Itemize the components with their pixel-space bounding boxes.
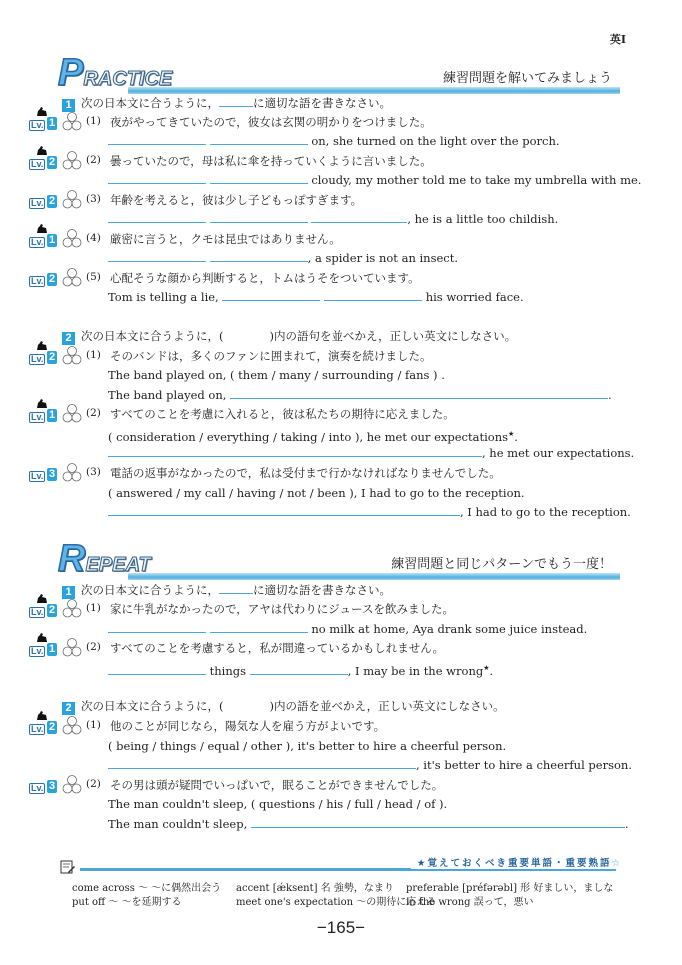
english-answer-line — [108, 211, 558, 227]
english-answer-line — [108, 504, 631, 520]
instruction-text: )内の語を並べかえ，正しい英文にしなさい。 — [269, 699, 505, 713]
star-icon: ★ — [416, 858, 428, 869]
english-text: The man couldn't sleep, — [108, 817, 248, 831]
dog-icon — [36, 594, 48, 604]
instruction-text: 次の日本文に合うように，( — [81, 699, 224, 713]
title-rest: RACTICE — [83, 68, 173, 90]
item-number: (1) — [86, 602, 101, 614]
english-text: , he met our expectations. — [482, 446, 635, 460]
question-number-badge: 1 — [62, 586, 75, 599]
item-number: (1) — [86, 115, 101, 127]
english-answer-line — [108, 289, 524, 305]
hexagon-icon — [61, 599, 83, 619]
japanese-sentence: 他のことが同じなら，陽気な人を雇う方がよいです。 — [110, 719, 386, 733]
english-text: The band played on, — [108, 388, 227, 402]
word-scramble: ( being / things / equal / other ), it's better to hire a cheerful person. — [108, 739, 507, 753]
page-number: −165− — [316, 918, 366, 937]
lv-label: Lv. — [31, 198, 44, 208]
english-text: things — [209, 663, 247, 678]
hexagon-icon — [61, 775, 83, 795]
lv-label: Lv. — [31, 724, 44, 734]
english-text: , I may be in the wrong — [347, 663, 484, 678]
dog-icon — [36, 224, 48, 234]
japanese-sentence: 電話の返事がなかったので，私は受付まで行かなければなりませんでした。 — [110, 466, 501, 480]
blank-sample — [219, 96, 253, 107]
answer-blank[interactable] — [108, 211, 206, 223]
english-text: no milk at home, Aya drank some juice instead. — [311, 622, 588, 636]
lv-label: Lv. — [31, 237, 44, 247]
practice-title — [58, 52, 173, 94]
item-number: (1) — [86, 719, 101, 731]
word-scramble: ( answered / my call / having / not / been ), I had to go to the reception. — [108, 486, 525, 500]
hexagon-icon — [61, 151, 83, 171]
hexagon-icon — [61, 716, 83, 736]
lv-label: Lv. — [31, 607, 44, 617]
dog-icon — [36, 146, 48, 156]
level-number: 2 — [48, 156, 56, 168]
dog-icon — [36, 711, 48, 721]
star-outline-icon: ☆ — [611, 858, 622, 869]
level-number: 2 — [48, 351, 56, 363]
vocab-entry: accent [ǽksent] 名 強勢，なまり — [236, 883, 394, 894]
japanese-sentence: 家に牛乳がなかったので，アヤは代わりにジュースを飲みました。 — [110, 602, 454, 616]
title-initial: R — [58, 538, 86, 580]
english-text: cloudy, my mother told me to take my umbrella with me. — [311, 173, 642, 187]
item-number: (2) — [86, 778, 101, 790]
instruction-text: 次の日本文に合うように， — [81, 96, 219, 110]
answer-blank[interactable] — [108, 250, 206, 262]
subject-label: 英Ⅰ — [609, 33, 626, 46]
repeat-title — [58, 538, 151, 580]
star-icon: ★ — [508, 430, 515, 438]
answer-blank[interactable] — [210, 133, 308, 145]
answer-blank[interactable] — [108, 504, 460, 516]
vocab-entry: in the wrong 誤って，悪い — [406, 897, 534, 908]
instruction-text: 次の日本文に合うように，( — [81, 329, 224, 343]
practice-section-header — [58, 52, 620, 94]
answer-blank[interactable] — [210, 172, 308, 184]
notepad-pencil-icon — [60, 859, 76, 875]
title-initial: P — [58, 52, 84, 94]
answer-blank[interactable] — [108, 172, 206, 184]
level-number: 2 — [48, 604, 56, 616]
vocab-title-text: 覚えておくべき重要単語・重要熟語 — [427, 858, 612, 869]
vocab-entry: meet one's expectation ～の期待に応える — [236, 897, 437, 908]
vocab-entry: put off ～ ～を延期する — [72, 897, 182, 908]
instruction-text: に適切な語を書きなさい。 — [253, 583, 391, 597]
answer-blank[interactable] — [230, 387, 608, 399]
english-text: , he is a little too childish. — [407, 212, 559, 226]
level-number: 2 — [48, 195, 56, 207]
vocab-entry: come across ～ ～に偶然出会う — [72, 883, 222, 894]
english-answer-line — [108, 172, 641, 188]
item-number: (2) — [86, 641, 101, 653]
dog-icon — [36, 399, 48, 409]
answer-blank[interactable] — [210, 621, 308, 633]
word-scramble: The band played on, ( them / many / surrounding / fans ) . — [108, 368, 445, 382]
hexagon-icon — [61, 638, 83, 658]
vocab-entry: preferable [préfərəbl] 形 好ましい，ましな — [406, 883, 614, 894]
practice-subtitle: 練習問題を解いてみましょう — [442, 71, 612, 86]
hexagon-icon — [61, 404, 83, 424]
answer-blank[interactable] — [210, 211, 308, 223]
hexagon-icon — [61, 346, 83, 366]
english-answer-line — [108, 660, 493, 679]
repeat-q1-instruction — [62, 582, 391, 599]
answer-blank[interactable] — [251, 816, 625, 828]
lv-label: Lv. — [31, 471, 44, 481]
lv-label: Lv. — [31, 120, 44, 130]
level-number: 1 — [48, 643, 56, 655]
dog-icon — [36, 633, 48, 643]
word-scramble: The man couldn't sleep, ( questions / his / full / head / of ). — [108, 797, 448, 811]
section-divider-bar — [128, 573, 620, 580]
answer-blank[interactable] — [108, 757, 416, 769]
english-text: . — [624, 817, 629, 831]
english-answer-line — [108, 816, 629, 832]
item-number: (4) — [86, 232, 101, 244]
item-number: (2) — [86, 154, 101, 166]
section-divider-bar — [128, 87, 620, 94]
level-number: 1 — [48, 234, 56, 246]
english-text: , I had to go to the reception. — [460, 505, 631, 519]
title-rest: EPEAT — [85, 554, 151, 576]
instruction-text: )内の語句を並べかえ，正しい英文にしなさい。 — [269, 329, 517, 343]
lv-label: Lv. — [31, 159, 44, 169]
level-number: 1 — [48, 117, 56, 129]
japanese-sentence: すべてのことを考慮に入れると，彼は私たちの期待に応えました。 — [110, 407, 455, 421]
level-number: 2 — [48, 721, 56, 733]
answer-blank[interactable] — [250, 663, 348, 675]
lv-label: Lv. — [31, 354, 44, 364]
english-answer-line — [108, 133, 560, 149]
answer-blank[interactable] — [108, 621, 206, 633]
hexagon-icon — [61, 112, 83, 132]
answer-blank[interactable] — [108, 445, 482, 457]
question-number-badge: 1 — [62, 99, 75, 112]
dog-icon — [36, 341, 48, 351]
item-number: (3) — [86, 466, 101, 478]
repeat-section-header — [58, 538, 620, 580]
hexagon-icon — [61, 229, 83, 249]
japanese-sentence: 夜がやってきていたので，彼女は玄関の明かりをつけました。 — [110, 115, 432, 129]
english-text: ( consideration / everything / taking / into ), he met our expectations — [108, 429, 508, 444]
item-number: (5) — [86, 271, 101, 283]
lv-label: Lv. — [31, 276, 44, 286]
english-answer-line — [108, 445, 634, 461]
english-text: . — [608, 388, 612, 402]
japanese-sentence: 厳密に言うと，クモは昆虫ではありません。 — [110, 232, 341, 246]
blank-sample — [219, 583, 253, 594]
practice-q1-instruction — [62, 95, 391, 112]
english-text: , it's better to hire a cheerful person. — [416, 758, 632, 772]
english-text: . — [514, 429, 518, 444]
japanese-sentence: その男は頭が疑問でいっぱいで，眠ることができませんでした。 — [110, 778, 444, 792]
english-text: his worried face. — [425, 290, 524, 304]
answer-blank[interactable] — [222, 289, 320, 301]
lv-label: Lv. — [31, 646, 44, 656]
vocab-title — [411, 855, 622, 869]
english-text: , a spider is not an insect. — [307, 251, 459, 265]
english-text: Tom is telling a lie, — [108, 290, 219, 304]
practice-q2-instruction — [62, 328, 516, 345]
hexagon-icon — [61, 268, 83, 288]
lv-label: Lv. — [31, 412, 44, 422]
level-number: 2 — [48, 273, 56, 285]
question-number-badge: 2 — [62, 702, 75, 715]
level-number: 3 — [48, 468, 56, 480]
english-text: . — [489, 663, 494, 678]
japanese-sentence: 心配そうな顔から判断すると，トムはうそをついています。 — [110, 271, 420, 285]
word-scramble — [108, 426, 518, 445]
level-number: 3 — [48, 780, 56, 792]
answer-blank[interactable] — [108, 133, 206, 145]
japanese-sentence: すべてのことを考慮すると，私が間違っているかもしれません。 — [110, 641, 444, 655]
repeat-q2-instruction — [62, 698, 505, 715]
instruction-text: に適切な語を書きなさい。 — [253, 96, 391, 110]
vocab-header — [58, 855, 624, 877]
item-number: (3) — [86, 193, 101, 205]
hexagon-icon — [61, 463, 83, 483]
item-number: (1) — [86, 349, 101, 361]
english-answer-line — [108, 757, 632, 773]
japanese-sentence: 年齢を考えると，彼は少し子どもっぽすぎます。 — [110, 193, 363, 207]
star-icon: ★ — [483, 664, 490, 672]
english-answer-line — [108, 250, 458, 266]
item-number: (2) — [86, 407, 101, 419]
answer-blank[interactable] — [108, 663, 206, 675]
instruction-text: 次の日本文に合うように， — [81, 583, 219, 597]
japanese-sentence: そのバンドは，多くのファンに囲まれて，演奏を続けました。 — [110, 349, 432, 363]
japanese-sentence: 曇っていたので，母は私に傘を持っていくように言いました。 — [110, 154, 432, 168]
english-answer-line — [108, 387, 612, 403]
lv-label: Lv. — [31, 783, 44, 793]
level-number: 1 — [48, 409, 56, 421]
answer-blank[interactable] — [311, 211, 407, 223]
answer-blank[interactable] — [210, 250, 308, 262]
answer-blank[interactable] — [324, 289, 422, 301]
hexagon-icon — [61, 190, 83, 210]
question-number-badge: 2 — [62, 332, 75, 345]
english-answer-line — [108, 621, 587, 637]
dog-icon — [36, 107, 48, 117]
repeat-subtitle: 練習問題と同じパターンでもう一度！ — [391, 557, 612, 572]
english-text: on, she turned on the light over the porch. — [311, 134, 560, 148]
